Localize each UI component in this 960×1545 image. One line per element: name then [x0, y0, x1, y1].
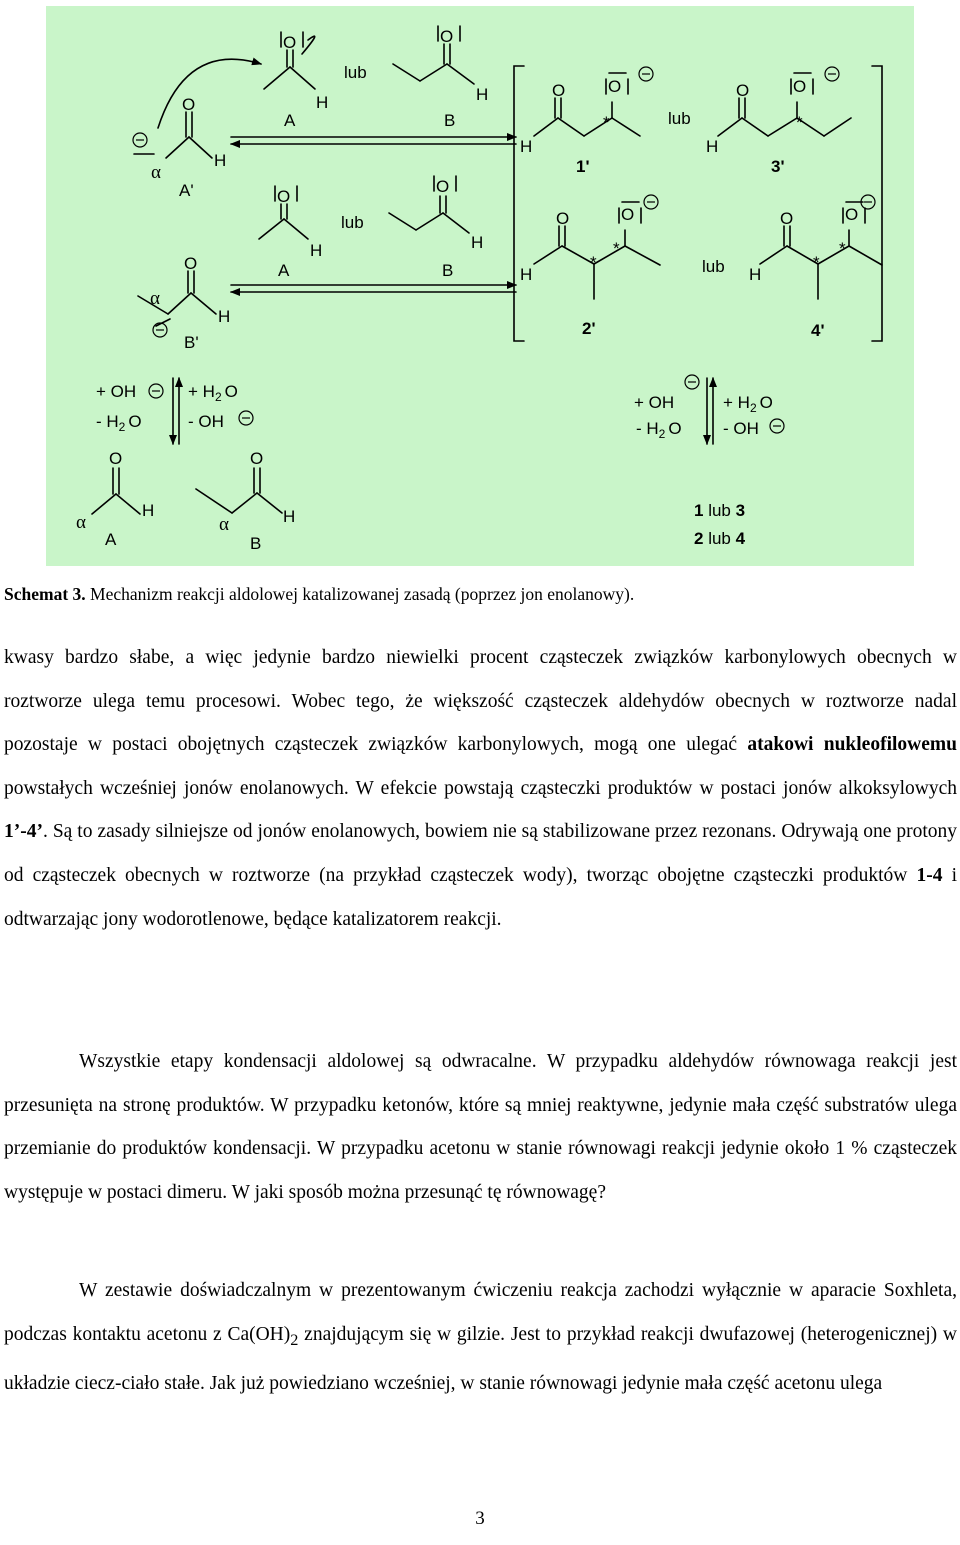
- reagent-plus-oh: + OH: [96, 382, 137, 401]
- atom-H: H: [471, 233, 484, 252]
- atom-O: O: [182, 95, 196, 114]
- atom-O: O: [556, 209, 570, 228]
- reagent-minus-oh: - OH: [723, 419, 759, 438]
- atom-O: O: [845, 205, 859, 224]
- atom-O: O: [283, 33, 297, 52]
- stereocenter-star: *: [613, 239, 620, 258]
- paragraph-3: W zestawie doświadczalnym w prezentowanym ćwiczeniu reakcja zachodzi wyłącznie w aparacie Soxhleta, podczas kontaktu acetonu z $Ca(OH)_2$ znajdującym się w gilzie. Jest to przykład reakcji dwufazowej (heterogenicznej) w układzie ciecz-ciało stałe. Jak już powiedziano wcześniej, w stanie równowagi jedynie mała część acetonu ulega: [4, 1280, 957, 1395]
- label-3-prime: 3': [771, 157, 785, 176]
- lub-label: lub: [344, 63, 367, 82]
- reagent-plus-water: + H: [188, 382, 215, 401]
- svg-text:+ OH: [634, 393, 674, 412]
- reagent-minus-water: - H: [96, 412, 119, 431]
- atom-H: H: [316, 93, 329, 112]
- lub-label: lub: [341, 213, 364, 232]
- alkoxide-2-prime: [534, 202, 660, 299]
- label-B: B: [442, 261, 454, 280]
- atom-H: H: [142, 501, 155, 520]
- label-B: B: [250, 534, 262, 553]
- svg-text:+ OH: [96, 382, 136, 401]
- atom-O: O: [109, 449, 123, 468]
- label-B: B: [444, 111, 456, 130]
- stereocenter-star: *: [590, 253, 597, 272]
- atom-O: O: [184, 254, 198, 273]
- alkoxide-4-prime: [760, 202, 882, 299]
- atom-O: O: [793, 77, 807, 96]
- atom-H: H: [520, 137, 533, 156]
- paragraph-2: Wszystkie etapy kondensacji aldolowej są odwracalne. W przypadku aldehydów równowaga reakcji jest przesunięta na stronę produktów. W przypadku ketonów, które są mniej reaktywne, jedynie mała część substratów ulega przemianie do produktów kondensacji. W przypadku acetonu w stanie równowagi reakcji jedynie około 1 % cząsteczek występuje w postaci dimeru. W jaki sposób można przesunąć tę równowagę?: [4, 1051, 957, 1203]
- label-A-prime: A': [179, 181, 194, 200]
- paragraph-1: kwasy bardzo słabe, a więc jedynie bardzo niewielki procent cząsteczek związków karbonylowych obecnych w roztworze ulega temu procesowi. Wobec tego, że większość cząsteczek aldehydów obecnych w roztworze nadal pozostaje w postaci obojętnych cząsteczek związków karbonylowych, mogą one ulegać atakowi nukleofilowemu powstałych wcześniej jonów enolanowych. W efekcie powstają cząsteczki produktów w postaci jonów alkoksylowych 1’-4’. Są to zasady silniejsze od jonów enolanowych, bowiem nie są stabilizowane przez rezonans. Odrywają one protony od cząsteczek obecnych w roztworze (na przykład cząsteczek wody), tworząc obojętne cząsteczki produktów 1-4 i odtwarzając jony wodorotlenowe, będące katalizatorem reakcji.: [4, 647, 957, 930]
- curved-attack-arrow: [158, 59, 261, 128]
- aldehyde-B-middle: [389, 176, 469, 233]
- label-A: A: [105, 530, 117, 549]
- reagent-plus-water: + H: [723, 393, 750, 412]
- label-B-prime: B': [184, 333, 199, 352]
- atom-O: O: [780, 209, 794, 228]
- atom-O: O: [552, 81, 566, 100]
- atom-H: H: [214, 151, 227, 170]
- alpha-label: α: [76, 512, 86, 533]
- label-1-prime: 1': [576, 157, 590, 176]
- label-A: A: [278, 261, 290, 280]
- svg-text:- H2O: - $H_2$ O: [96, 412, 142, 434]
- atom-O: O: [436, 177, 450, 196]
- stereocenter-star: *: [813, 253, 820, 272]
- scheme-caption: [4, 583, 954, 605]
- atom-O: O: [250, 449, 264, 468]
- aldehyde-B-top: [393, 26, 474, 84]
- svg-text:- OH: [188, 412, 224, 431]
- alpha-label: α: [151, 162, 161, 183]
- stereocenter-star: *: [796, 113, 803, 132]
- reagent-minus-oh: - OH: [188, 412, 224, 431]
- atom-H: H: [749, 265, 762, 284]
- caption-text: Mechanizm reakcji aldolowej katalizowanej zasadą (poprzez jon enolanowy).: [85, 584, 635, 604]
- atom-H: H: [520, 265, 533, 284]
- svg-text:- H2O: - $H_2$ O: [636, 419, 682, 441]
- lub-label: lub: [668, 109, 691, 128]
- aldehyde-B-bottom: [196, 468, 282, 513]
- caption-label: Schemat 3.: [4, 584, 86, 604]
- atom-H: H: [476, 85, 489, 104]
- atom-H: H: [218, 307, 231, 326]
- atom-O: O: [277, 187, 291, 206]
- atom-O: O: [736, 81, 750, 100]
- atom-O: O: [608, 77, 622, 96]
- atom-H: H: [706, 137, 719, 156]
- atom-O: O: [440, 27, 454, 46]
- atom-H: H: [283, 507, 296, 526]
- products-2-or-4: 2 lub 4: [694, 529, 746, 548]
- label-A: A: [284, 111, 296, 130]
- alkoxide-1-prime: [534, 73, 640, 136]
- svg-text:+ H2O: + $H_2$ O: [723, 393, 773, 415]
- reagent-plus-oh: + OH: [634, 393, 675, 412]
- page-number: 3: [475, 1508, 485, 1529]
- svg-text:+ H2O: + $H_2$ O: [188, 382, 238, 404]
- stereocenter-star: *: [603, 113, 610, 132]
- lub-label: lub: [702, 257, 725, 276]
- label-2-prime: 2': [582, 319, 596, 338]
- stereocenter-star: *: [839, 239, 846, 258]
- atom-O: O: [621, 205, 635, 224]
- atom-H: H: [310, 241, 323, 260]
- product-bracket-left: [514, 66, 524, 341]
- label-4-prime: 4': [811, 321, 825, 340]
- reagent-minus-water: - H: [636, 419, 659, 438]
- products-1-or-3: 1 lub 3: [694, 501, 746, 520]
- svg-text:- OH: [723, 419, 759, 438]
- reaction-scheme: [46, 6, 914, 566]
- alpha-label: α: [219, 514, 229, 535]
- alpha-label: α: [150, 288, 160, 309]
- product-bracket-right: [872, 66, 882, 341]
- aldehyde-A-bottom: [92, 468, 140, 514]
